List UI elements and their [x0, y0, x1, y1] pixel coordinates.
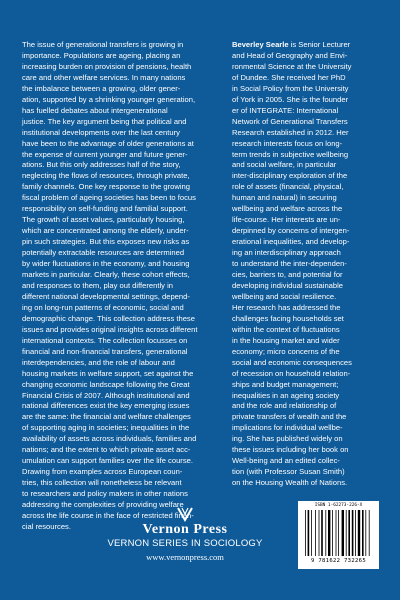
publisher-brand — [100, 522, 270, 563]
bio-first-line — [232, 40, 382, 51]
series-name: VERNON SERIES IN SOCIOLOGY — [107, 538, 263, 549]
bio-line: and the role and relationship of — [232, 401, 337, 411]
description-line: and responses to them, play out differently in — [22, 280, 173, 290]
description-line: to researchers and policy makers in other nations — [22, 489, 188, 499]
description-line: increasing burden on provision of pensions, health — [22, 61, 192, 71]
bio-line: of York in 2005. She is the founder — [232, 94, 349, 104]
bio-line: inter-disciplinary exploration of the — [232, 171, 348, 181]
book-description — [22, 40, 218, 533]
bio-line: wellbeing and social resilience. — [232, 291, 337, 301]
bio-line: wellbeing and welfare across the — [232, 204, 343, 214]
bio-line: cies, barriers to, and potential for — [232, 270, 343, 280]
description-line: potentially extractable resources are determined — [22, 248, 185, 258]
bio-line: Her research has addressed the — [232, 302, 341, 312]
description-line: care and other welfare services. In many nations — [22, 72, 186, 82]
description-line: by wider fluctuations in the economy, and housing — [22, 259, 190, 269]
description-line: has fuelled debates about intergenerational — [22, 105, 168, 115]
bio-body — [232, 51, 382, 489]
bio-line: er of INTEGRATE: International — [232, 105, 339, 115]
author-bio — [232, 40, 382, 489]
isbn-label: ISBN 1-62273-226-X — [314, 503, 363, 508]
description-line: which are concentrated among the elderly, under- — [22, 226, 189, 236]
bio-line: human and natural) in securing — [232, 193, 337, 203]
description-line: across the life course in the face of restricted finan- — [22, 510, 194, 520]
description-line: housing markets in welfare support, set against the — [22, 368, 194, 378]
bio-line: Network of Generational Transfers — [232, 116, 348, 126]
bio-line: role of assets (financial, physical, — [232, 182, 344, 192]
description-line: cial resources. — [22, 521, 71, 531]
bio-line: research interests focus on long- — [232, 138, 343, 148]
bio-line: challenges facing households set — [232, 313, 344, 323]
description-line: pin such strategies. But this exposes new risks as — [22, 237, 190, 247]
bio-line: and Head of Geography and Envi- — [232, 50, 348, 60]
author-name: Beverley Searle — [232, 40, 289, 49]
bio-line: term trends in subjective wellbeing — [232, 149, 349, 159]
description-line: of supporting aging in societies; inequalities in the — [22, 423, 190, 433]
description-line: ation, supported by a shrinking younger generation, — [22, 94, 196, 104]
bio-line: of recession on household relation- — [232, 368, 351, 378]
bio-line: social and economic consequences — [232, 357, 352, 367]
description-line: importance. Populations are ageing, placing an — [22, 50, 181, 60]
bio-line: in the housing market and wider — [232, 335, 340, 345]
description-line: umulation can support families over the life course. — [22, 456, 193, 466]
bio-line: of Dundee. She received her PhD — [232, 72, 346, 82]
description-line: demographic change. This collection address these — [22, 313, 195, 323]
description-line: markets in particular. Clearly, these cohort effects, — [22, 270, 190, 280]
bio-line: in Social Policy from the University — [232, 83, 349, 93]
bio-line: implications for individual wellbe- — [232, 423, 343, 433]
description-line: The issue of generational transfers is growing in — [22, 40, 184, 49]
description-line: ations. But this only addresses half of the story, — [22, 160, 181, 170]
description-line: the expense of current younger and future gener- — [22, 149, 188, 159]
publisher-url: www.vernonpress.com — [146, 552, 224, 562]
description-line: issues and provides original insights across different — [22, 324, 198, 334]
bio-line: on the Housing Wealth of Nations. — [232, 478, 348, 488]
description-line: justice. The key argument being that political and — [22, 116, 187, 126]
bio-line: ronmental Science at the University — [232, 61, 352, 71]
description-line: tries, this collection will nonetheless be relevant — [22, 478, 182, 488]
description-line: ing on long-run patterns of economic, social and — [22, 302, 184, 312]
bio-line: tion (with Professor Susan Smith) — [232, 467, 345, 477]
description-line: have been to the advantage of older generations at — [22, 138, 194, 148]
barcode-box — [298, 501, 379, 569]
description-line: availability of assets across individuals, families and — [22, 434, 197, 444]
description-line: neglecting the flows of resources, through private, — [22, 171, 190, 181]
bio-line: ships and budget management; — [232, 379, 339, 389]
description-line: family channels. One key response to the growing — [22, 182, 190, 192]
description-line: changing economic landscape following the Great — [22, 379, 190, 389]
barcode-digits: 9 781622 732265 — [310, 558, 367, 564]
bio-line: erational inequalities, and develop- — [232, 237, 350, 247]
description-line: financial and non-financial transfers, generational — [22, 346, 188, 356]
barcode-icon — [303, 510, 374, 556]
description-line: interdependencies, and the role of labour and — [22, 357, 175, 367]
bio-line: within the context of fluctuations — [232, 324, 340, 334]
description-line: different national developmental settings, depend- — [22, 291, 190, 301]
bio-first-line-rest: is Senior Lecturer — [288, 40, 351, 49]
bio-line: Research established in 2012. Her — [232, 127, 349, 137]
bio-line: these issues including her book on — [232, 445, 349, 455]
description-line: are the same: the financial and welfare challenges — [22, 412, 191, 422]
bio-line: life-course. Her interests are un- — [232, 215, 341, 225]
publisher-name: Vernon Press — [142, 522, 228, 537]
description-line: The growth of asset values, particularly housing, — [22, 215, 185, 225]
description-line: institutional developments over the last century — [22, 127, 180, 137]
bio-line: inequalities in an ageing society — [232, 390, 340, 400]
bio-line: ing. She has published widely on — [232, 434, 343, 444]
bio-line: developing individual sustainable — [232, 280, 344, 290]
bio-line: and social welfare, in particular — [232, 160, 337, 170]
description-line: international contexts. The collection focusses on — [22, 335, 188, 345]
description-line: responsibility on self-funding and familial support. — [22, 204, 188, 214]
description-line: the imbalance between a growing, older gener- — [22, 83, 181, 93]
description-line: addressing the complexities of providing welfare — [22, 500, 184, 510]
bio-line: Well-being and an edited collec- — [232, 456, 340, 466]
description-line: national differences exist the key emerging issues — [22, 401, 190, 411]
description-line: fiscal problem of ageing societies has been to focus — [22, 193, 196, 203]
description-line: Financial Crisis of 2007. Although institutional and — [22, 390, 190, 400]
description-line: Drawing from examples across European coun- — [22, 467, 183, 477]
bio-line: to understand the inter-dependen- — [232, 259, 347, 269]
bio-line: ing an interdisciplinary approach — [232, 248, 341, 258]
bio-line: private transfers of wealth and the — [232, 412, 347, 422]
bio-line: economy; micro concerns of the — [232, 346, 340, 356]
bio-line: derpinned by concerns of intergen- — [232, 226, 350, 236]
vernon-press-logo-icon — [176, 505, 194, 523]
description-line: nations; and the extent to which private asset acc- — [22, 445, 191, 455]
